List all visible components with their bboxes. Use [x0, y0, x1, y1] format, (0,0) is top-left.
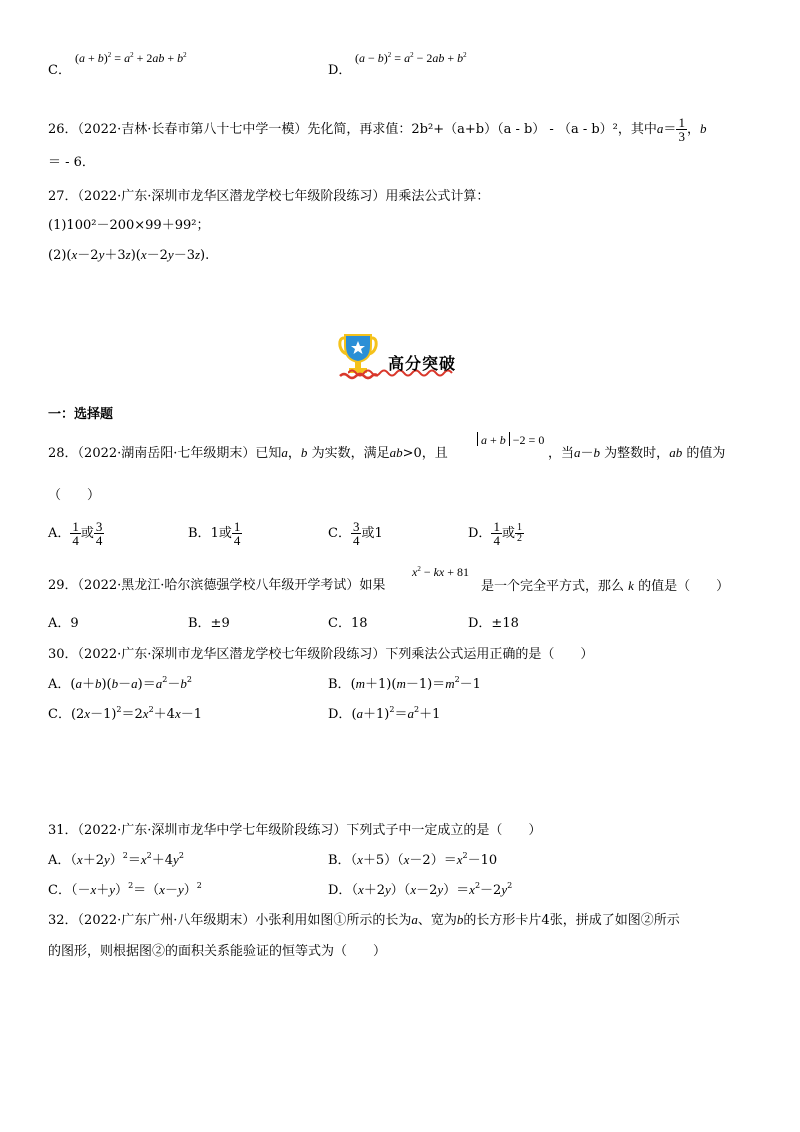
- question-number: 29．: [48, 578, 78, 593]
- q29-stem-tail: 是一个完全平方式，那么 k 的值是（ ）: [481, 578, 730, 594]
- q31-option-b[interactable]: B．$(x+5)(x-2)=x^2-10$: [328, 851, 498, 868]
- q26-expression: 2b²+（a+b）（a - b） - （a - b）²: [411, 122, 618, 137]
- q25-option-d[interactable]: D．: [328, 63, 352, 78]
- q30-option-c[interactable]: C．$(2x-1)^2=2x^2+4x-1$: [48, 705, 203, 722]
- question-number: 28．: [48, 446, 78, 461]
- question-number: 27．: [48, 189, 78, 204]
- q30-option-d[interactable]: D．$(a+1)^2=a^2+1$: [328, 705, 441, 722]
- q31-option-d[interactable]: D．$(x+2y)(x-2y)=x^2-2y^2$: [328, 881, 513, 898]
- q30-option-b[interactable]: B．$(m+1)(m-1)=m^2-1$: [328, 675, 481, 692]
- q29-expression: $x^2$ − kx + 81: [412, 565, 470, 579]
- q29-stem: [48, 579, 385, 592]
- q28-option-c[interactable]: C． $\frac{3}{4}$ 或1: [328, 519, 383, 548]
- question-source: （2022·吉林·长春市第八十七中学一模）先化简，再求值：: [77, 122, 412, 137]
- section-heading: 一：选择题: [48, 407, 114, 422]
- q28-option-d[interactable]: D． $\frac{1}{4}$ 或 $\frac{1}{2}$: [468, 519, 522, 548]
- q28-stem: 28．（2022·湖南岳阳·七年级期末）已知a，b 为实数，满足ab>0，且: [48, 445, 448, 461]
- q29-option-b[interactable]: B．±9: [188, 616, 230, 631]
- section-banner-title: 高分突破: [388, 354, 457, 373]
- q28-option-a[interactable]: A． $\frac{1}{4}$ 或 $\frac{3}{4}$: [48, 519, 103, 548]
- q25-option-d-formula: $(a - b)^2 = a^2 - 2ab + b^2$: [355, 51, 467, 65]
- q31-stem: [48, 824, 541, 837]
- question-source: （2022·广东·深圳市龙华区潜龙学校七年级阶段练习）下列乘法公式运用正确的是（ ）: [77, 647, 594, 662]
- q28-option-b[interactable]: B．1或 $\frac{1}{4}$: [188, 519, 241, 548]
- question-number: 32．: [48, 913, 78, 928]
- q26-line2: ＝ - 6．: [48, 155, 95, 170]
- q28-answer-paren: （ ）: [48, 488, 101, 503]
- q26-line1: 26．（2022·吉林·长春市第八十七中学一模）先化简，再求值：2b²+（a+b）（a - b） - （a - b）²，其中a＝ $\frac{1}{3}$ ，b: [48, 115, 707, 144]
- q30-stem: [48, 648, 593, 661]
- q29-option-d[interactable]: D．±18: [468, 616, 519, 631]
- question-source: （2022·广东·深圳市龙华中学七年级阶段练习）下列式子中一定成立的是（ ）: [77, 823, 542, 838]
- q28-stem-tail: ，当a－b 为整数时，ab 的值为: [548, 445, 726, 461]
- q28-condition-equation: a + b −2 = 0: [477, 432, 544, 446]
- q29-option-c[interactable]: C．18: [328, 616, 368, 631]
- q27-part2: (2)(x－2y＋3z)(x－2y－3z).: [48, 247, 210, 263]
- q32-line2: 的图形，则根据图②的面积关系能验证的恒等式为（ ）: [48, 944, 387, 959]
- fraction-one-third: $\frac{1}{3}$: [678, 115, 685, 144]
- q27-stem: [48, 190, 489, 203]
- question-source: （2022·湖南岳阳·七年级期末）已知: [77, 446, 282, 461]
- q25-option-c[interactable]: C．: [48, 63, 71, 78]
- q25-option-c-formula: $(a + b)^2 = a^2 + 2ab + b^2$: [75, 51, 187, 65]
- q32-line1: 32．（2022·广东广州·八年级期末）小张利用如图①所示的长为a、宽为b的长方形卡片4张，拼成了如图②所示: [48, 912, 680, 928]
- q30-option-a[interactable]: A．$(a+b)(b-a)=a^2-b^2$: [48, 675, 192, 692]
- q29-option-a[interactable]: A．9: [48, 616, 79, 631]
- q27-part1: (1)100²－200×99＋99²；: [48, 218, 210, 233]
- question-number: 26．: [48, 122, 78, 137]
- question-source: （2022·黑龙江·哈尔滨德强学校八年级开学考试）如果: [77, 578, 386, 593]
- question-number: 31．: [48, 823, 78, 838]
- question-source: （2022·广东·深圳市龙华区潜龙学校七年级阶段练习）用乘法公式计算：: [77, 189, 490, 204]
- q31-option-c[interactable]: C．$(-x+y)^2=(x-y)^2$: [48, 881, 202, 898]
- question-number: 30．: [48, 647, 78, 662]
- q31-option-a[interactable]: A．$(x+2y)^2=x^2+4y^2$: [48, 851, 184, 868]
